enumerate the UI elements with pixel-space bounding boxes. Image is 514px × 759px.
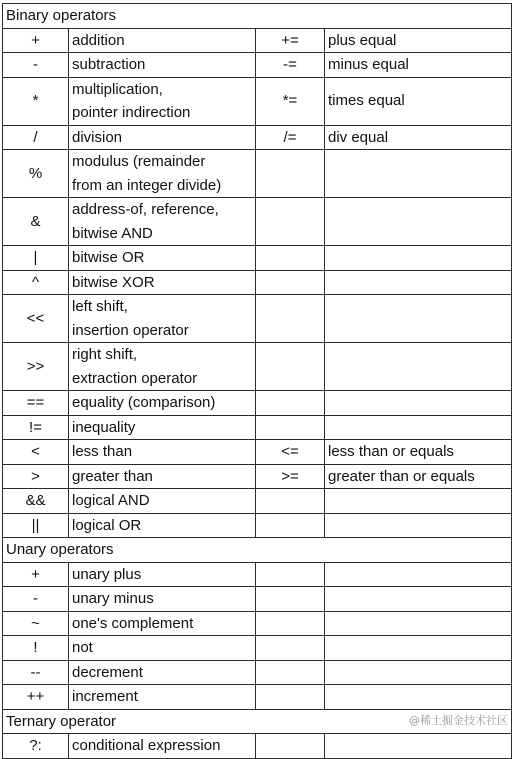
description-line: increment (72, 688, 138, 705)
operator-description (69, 391, 256, 416)
compound-operator-symbol (256, 343, 325, 391)
operator-description (69, 28, 256, 53)
compound-operator-symbol (256, 734, 325, 759)
table-row (3, 489, 512, 514)
operator-symbol: * (3, 77, 69, 125)
operator-description (69, 270, 256, 295)
table-row (3, 685, 512, 710)
description-line: not (72, 639, 93, 656)
operator-description (69, 150, 256, 198)
description-line: less than (72, 443, 133, 460)
compound-operator-description (325, 513, 512, 538)
description-line: decrement (72, 663, 143, 681)
compound-operator-description: div equal (325, 125, 512, 150)
operators-table (2, 3, 512, 759)
compound-operator-description (325, 270, 512, 295)
operator-symbol: % (3, 150, 69, 198)
table-row (3, 415, 512, 440)
operator-symbol: - (3, 53, 69, 78)
compound-operator-symbol (256, 391, 325, 416)
table-row (3, 636, 512, 661)
description-line: insertion operator (72, 321, 189, 339)
compound-operator-symbol (256, 562, 325, 587)
operator-symbol: || (3, 513, 69, 538)
table-row (3, 270, 512, 295)
description-line: from an integer divide) (72, 176, 222, 194)
compound-operator-description: plus equal (325, 28, 512, 53)
operator-description (69, 513, 256, 538)
operator-symbol: + (3, 28, 69, 53)
description-line: one's complement (72, 614, 194, 632)
compound-operator-description (325, 562, 512, 587)
compound-operator-description: less than or equals (325, 440, 512, 465)
operator-symbol: != (3, 415, 69, 440)
operator-description (69, 295, 256, 343)
compound-operator-symbol: += (256, 28, 325, 53)
description-line: left shift, (72, 298, 128, 315)
compound-operator-symbol (256, 295, 325, 343)
operator-description (69, 685, 256, 710)
description-line: pointer indirection (72, 104, 191, 121)
operator-description (69, 53, 256, 78)
compound-operator-symbol (256, 150, 325, 198)
description-line: bitwise AND (72, 224, 153, 242)
operator-symbol: -- (3, 660, 69, 685)
compound-operator-description (325, 685, 512, 710)
operator-symbol: ^ (3, 270, 69, 295)
table-row (3, 53, 512, 78)
table-row (3, 295, 512, 343)
operator-description (69, 611, 256, 636)
operator-symbol: / (3, 125, 69, 150)
section-header-row (3, 4, 512, 29)
table-row (3, 125, 512, 150)
operator-symbol: ?: (3, 734, 69, 759)
description-line: logical OR (72, 516, 142, 534)
operator-description (69, 343, 256, 391)
table-row (3, 246, 512, 271)
table-row (3, 587, 512, 612)
section-header-row (3, 538, 512, 563)
operator-description (69, 125, 256, 150)
description-line: equality (comparison) (72, 394, 216, 411)
compound-operator-description (325, 246, 512, 271)
description-line: bitwise XOR (72, 273, 155, 291)
compound-operator-description (325, 295, 512, 343)
table-row (3, 343, 512, 391)
compound-operator-description (325, 489, 512, 514)
compound-operator-symbol (256, 513, 325, 538)
compound-operator-symbol (256, 660, 325, 685)
compound-operator-symbol (256, 611, 325, 636)
operator-symbol: >> (3, 343, 69, 391)
compound-operator-description: minus equal (325, 53, 512, 78)
compound-operator-description (325, 611, 512, 636)
operator-description (69, 636, 256, 661)
table-row (3, 513, 512, 538)
compound-operator-description (325, 660, 512, 685)
description-line: subtraction (72, 56, 146, 73)
operator-symbol: + (3, 562, 69, 587)
table-row (3, 562, 512, 587)
description-line: unary plus (72, 565, 142, 583)
compound-operator-symbol (256, 198, 325, 246)
operator-description (69, 440, 256, 465)
operator-symbol: | (3, 246, 69, 271)
compound-operator-symbol (256, 587, 325, 612)
description-line: extraction operator (72, 369, 198, 387)
description-line: unary minus (72, 590, 154, 607)
operator-symbol: > (3, 464, 69, 489)
compound-operator-description (325, 391, 512, 416)
compound-operator-symbol: *= (256, 77, 325, 125)
watermark: @稀土掘金技术社区 (409, 714, 508, 727)
description-line: modulus (remainder (72, 153, 206, 170)
compound-operator-symbol: /= (256, 125, 325, 150)
compound-operator-symbol: >= (256, 464, 325, 489)
description-line: division (72, 128, 123, 146)
operator-description (69, 489, 256, 514)
operator-description (69, 660, 256, 685)
table-row (3, 660, 512, 685)
operator-symbol: - (3, 587, 69, 612)
section-title: Binary operators (3, 4, 512, 29)
table-row (3, 391, 512, 416)
operator-symbol: & (3, 198, 69, 246)
compound-operator-description (325, 150, 512, 198)
description-line: inequality (72, 418, 136, 436)
compound-operator-symbol (256, 685, 325, 710)
compound-operator-description (325, 587, 512, 612)
compound-operator-symbol (256, 270, 325, 295)
operator-symbol: < (3, 440, 69, 465)
operator-symbol: == (3, 391, 69, 416)
operators-table-body (3, 4, 512, 759)
table-row (3, 77, 512, 125)
table-row (3, 28, 512, 53)
table-row (3, 150, 512, 198)
table-row (3, 440, 512, 465)
compound-operator-description (325, 343, 512, 391)
operator-description (69, 562, 256, 587)
compound-operator-description: greater than or equals (325, 464, 512, 489)
description-line: address-of, reference, (72, 201, 219, 218)
section-title: Ternary operator (3, 709, 512, 734)
compound-operator-description: times equal (325, 77, 512, 125)
description-line: multiplication, (72, 80, 163, 98)
operator-symbol: ~ (3, 611, 69, 636)
operator-symbol: && (3, 489, 69, 514)
operator-symbol: << (3, 295, 69, 343)
compound-operator-description (325, 198, 512, 246)
operator-description (69, 464, 256, 489)
compound-operator-description (325, 734, 512, 759)
compound-operator-symbol (256, 415, 325, 440)
operator-description (69, 415, 256, 440)
operator-description (69, 734, 256, 759)
table-row (3, 734, 512, 759)
description-line: addition (72, 31, 125, 49)
compound-operator-symbol: <= (256, 440, 325, 465)
description-line: right shift, (72, 346, 138, 363)
compound-operator-symbol: -= (256, 53, 325, 78)
section-title: Unary operators (3, 538, 512, 563)
table-row (3, 198, 512, 246)
compound-operator-description (325, 636, 512, 661)
description-line: logical AND (72, 492, 150, 509)
table-row (3, 464, 512, 489)
operator-description (69, 246, 256, 271)
operator-symbol: ! (3, 636, 69, 661)
compound-operator-symbol (256, 636, 325, 661)
operator-description (69, 587, 256, 612)
operator-symbol: ++ (3, 685, 69, 710)
operator-description (69, 198, 256, 246)
compound-operator-description (325, 415, 512, 440)
description-line: greater than (72, 467, 153, 485)
description-line: conditional expression (72, 737, 221, 754)
operator-description (69, 77, 256, 125)
compound-operator-symbol (256, 246, 325, 271)
compound-operator-symbol (256, 489, 325, 514)
description-line: bitwise OR (72, 249, 145, 266)
table-row (3, 611, 512, 636)
